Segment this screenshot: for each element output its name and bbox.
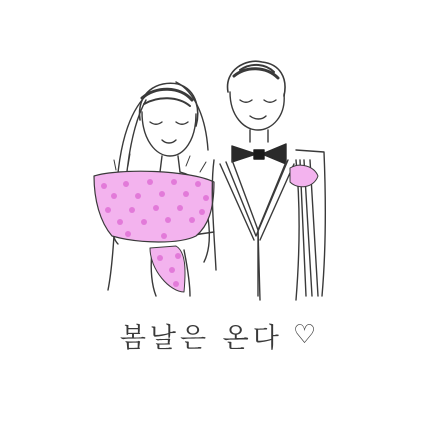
groom-figure	[212, 61, 325, 300]
caption	[0, 310, 440, 360]
caption-text: 봄날은 온다	[119, 322, 283, 354]
heart-icon: ♡	[292, 320, 321, 350]
